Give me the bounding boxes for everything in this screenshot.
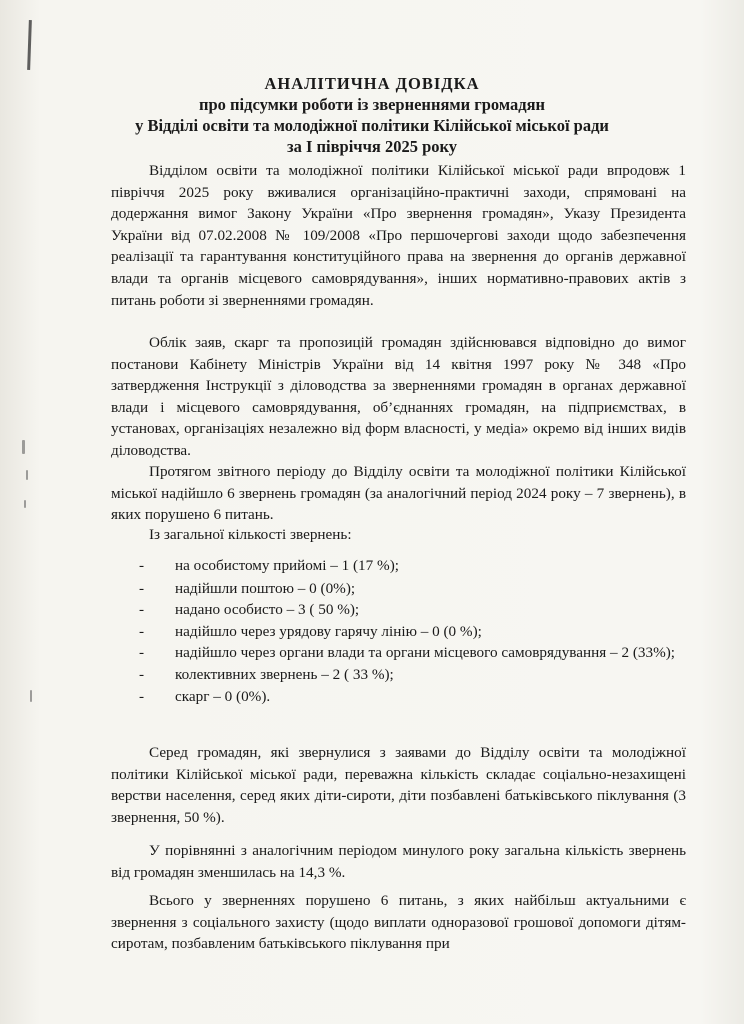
list-intro: Із загальної кількості звернень: [149,526,352,543]
list-item-text: колективних звернень – 2 ( 33 %); [175,665,394,683]
list-dash: - [139,579,145,597]
list-item-text: надійшло через урядову гарячу лінію – 0 (0 %); [175,622,482,640]
paragraph-3: Протягом звітного періоду до Відділу освіти та молодіжної політики Кілійської міської надійшло 6 звернень громадян (за аналогічний період 2024 року – 7 звернень), в яких порушено 6 питань. [111,463,686,524]
list-dash: - [139,601,145,619]
title-subtitle-2: у Відділі освіти та молодіжної політики Кілійської міської ради [135,116,609,135]
paragraph-7: Всього у зверненнях порушено 6 питань, з яких найбільш актуальними є звернення з соціального захисту (щодо виплати одноразової грошової допомоги дітям-сиротам, позбавленим батьківського піклування при [111,892,686,953]
list-item [111,642,686,664]
list-item [111,578,686,600]
list-item-text: надійшло через органи влади та органи місцевого самоврядування – 2 (33%); [175,644,676,662]
title-main: АНАЛІТИЧНА ДОВІДКА [264,74,480,93]
paragraph-2: Облік заяв, скарг та пропозицій громадян здійснювався відповідно до вимог постанови Кабінету Міністрів України від 14 квітня 1997 року № 348 «Про затвердження Інструкції з діловодства за зверненнями громадян в органах державної влади і місцевого самоврядування, об’єднаннях громадян, на підприємствах, в установах, організаціях незалежно від форм власності, у медіа» окремо від інших видів діловодства. [111,334,686,459]
list-dash: - [139,644,145,662]
paragraph-1: Відділом освіти та молодіжної політики Кілійської міської ради впродовж 1 півріччя 2025 року вживалися організаційно-практичні заходи, спрямовані на додержання вимог Закону України «Про звернення громадян», Указу Президента України від 07.02.2008 № 109/2008 «Про першочергові заходи щодо забезпечення реалізації та гарантування конституційного права на звернення до органів державної влади та органів місцевого самоврядування», інших нормативно-правових актів з питань роботи зі зверненнями громадян. [111,162,686,309]
list-item-text: надійшли поштою – 0 (0%); [175,579,356,597]
list-item [111,686,686,708]
list-dash: - [139,557,145,574]
list-item-text: на особистому прийомі – 1 (17 %); [175,557,399,574]
document-title [0,73,744,157]
list-item [111,599,686,621]
statistics-list [111,555,686,707]
title-subtitle-1: про підсумки роботи із зверненнями громадян [198,95,546,114]
list-dash: - [139,665,145,683]
list-dash: - [139,687,145,705]
list-dash: - [139,622,145,640]
list-item [111,664,686,686]
list-item [111,621,686,643]
list-item-text: надано особисто – 3 ( 50 %); [175,601,360,619]
paragraph-6: У порівнянні з аналогічним періодом минулого року загальна кількість звернень від громадян зменшилась на 14,3 %. [111,842,686,881]
paragraph-5: Серед громадян, які звернулися з заявами до Відділу освіти та молодіжної політики Кілійської міської ради, переважна кількість складає соціально-незахищені верстви населення, серед яких діти-сироти, діти позбавлені батьківського піклування (3 звернення, 50 %). [111,744,686,826]
list-item-text: скарг – 0 (0%). [175,687,271,705]
list-item [111,555,686,577]
title-subtitle-3: за І півріччя 2025 року [286,137,458,156]
